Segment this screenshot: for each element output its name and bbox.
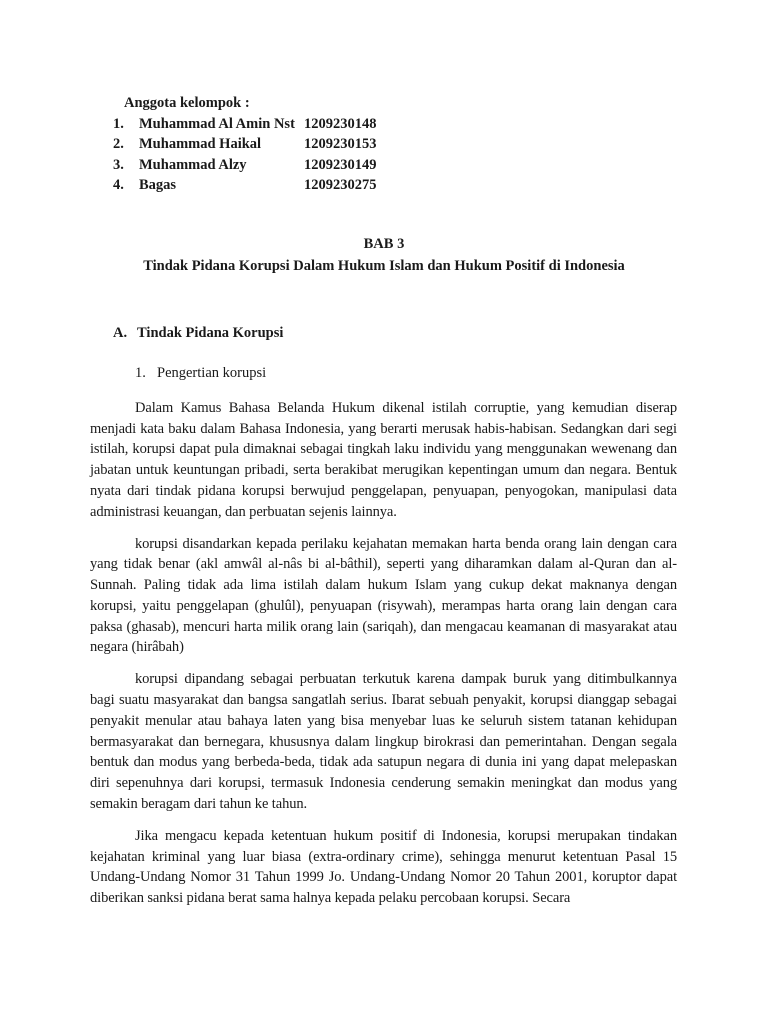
member-id: 1209230149 [304, 156, 377, 173]
subsection-number: 1. [135, 365, 146, 381]
member-number: 3. [113, 156, 124, 173]
paragraph: Dalam Kamus Bahasa Belanda Hukum dikenal istilah corruptie, yang kemudian diserap menjadi kata baku dalam Bahasa Indonesia, yang berarti merusak habis-habisan. Sedangkan dari segi istilah, korupsi dapat pula dimaknai sebagai tingkah laku individu yang menggunakan wewenang dan jabatan untuk keuntungan pribadi, serta berakibat merugikan kepentingan umum dan negara. Bentuk nyata dari tindak pidana korupsi berwujud penggelapan, penyuapan, penyogokan, manipulasi data administrasi keuangan, dan perbuatan sejenis lainnya. [90, 400, 677, 520]
member-row [113, 114, 377, 135]
paragraph: korupsi dipandang sebagai perbuatan terkutuk karena dampak buruk yang ditimbulkannya bagi suatu masyarakat dan bangsa sangatlah serius. Ibarat sebuah penyakit, korupsi dianggap sebagai penyakit menular atau bahaya laten yang bisa menyebar luas ke seluruh sistem tatanan kehidupan bermasyarakat dan bernegara, khususnya dalam lingkup birokrasi dan pemerintahan. Dengan segala bentuk dan modus yang berbeda-beda, tidak ada satupun negara di dunia ini yang dapat melepaskan diri sepenuhnya dari korupsi, termasuk Indonesia cenderung semakin meningkat dan modus yang semakin beragam dari tahun ke tahun. [90, 671, 677, 812]
section-letter: A. [113, 325, 128, 341]
member-row [113, 175, 377, 196]
member-number: 4. [113, 177, 124, 194]
member-row [113, 155, 377, 176]
member-number: 2. [113, 136, 124, 153]
member-id: 1209230153 [304, 136, 377, 153]
member-number: 1. [113, 115, 124, 132]
section-heading [113, 325, 283, 342]
chapter-title: Tindak Pidana Korupsi Dalam Hukum Islam dan Hukum Positif di Indonesia [143, 258, 625, 274]
paragraph: korupsi disandarkan kepada perilaku kejahatan memakan harta benda orang lain dengan cara yang tidak benar (akl amwâl al-nâs bi al-bâthil), seperti yang diharamkan dalam al-Quran dan al-Sunnah. Paling tidak ada lima istilah dalam hukum Islam yang cukup dekat maknanya dengan korupsi, yaitu penggelapan (ghulûl), penyuapan (risywah), merampas harta orang lain dengan cara paksa (ghasab), mencuri harta milik orang lain (sariqah), dan mengacau keamanan di masyarakat atau negara (hirâbah) [90, 535, 677, 656]
subsection-heading [135, 365, 266, 382]
paragraph: Jika mengacu kepada ketentuan hukum positif di Indonesia, korupsi merupakan tindakan kejahatan kriminal yang luar biasa (extra-ordinary crime), sehingga menurut ketentuan Pasal 15 Undang-Undang Nomor 31 Tahun 1999 Jo. Undang-Undang Nomor 20 Tahun 2001, koruptor dapat diberikan sanksi pidana berat sama halnya kepada pelaku percobaan korupsi. Secara [90, 827, 677, 906]
body-text [90, 398, 677, 920]
members-heading: Anggota kelompok : [124, 95, 250, 111]
subsection-title: Pengertian korupsi [157, 365, 267, 381]
member-name: Bagas [139, 177, 177, 194]
member-row [113, 134, 377, 155]
member-id: 1209230148 [304, 115, 377, 132]
chapter-number: BAB 3 [363, 236, 405, 252]
section-title: Tindak Pidana Korupsi [137, 325, 284, 341]
member-id: 1209230275 [304, 177, 377, 194]
member-name: Muhammad Alzy [139, 156, 247, 173]
group-members [113, 93, 377, 196]
member-name: Muhammad Al Amin Nst [139, 115, 295, 132]
member-name: Muhammad Haikal [139, 136, 262, 153]
